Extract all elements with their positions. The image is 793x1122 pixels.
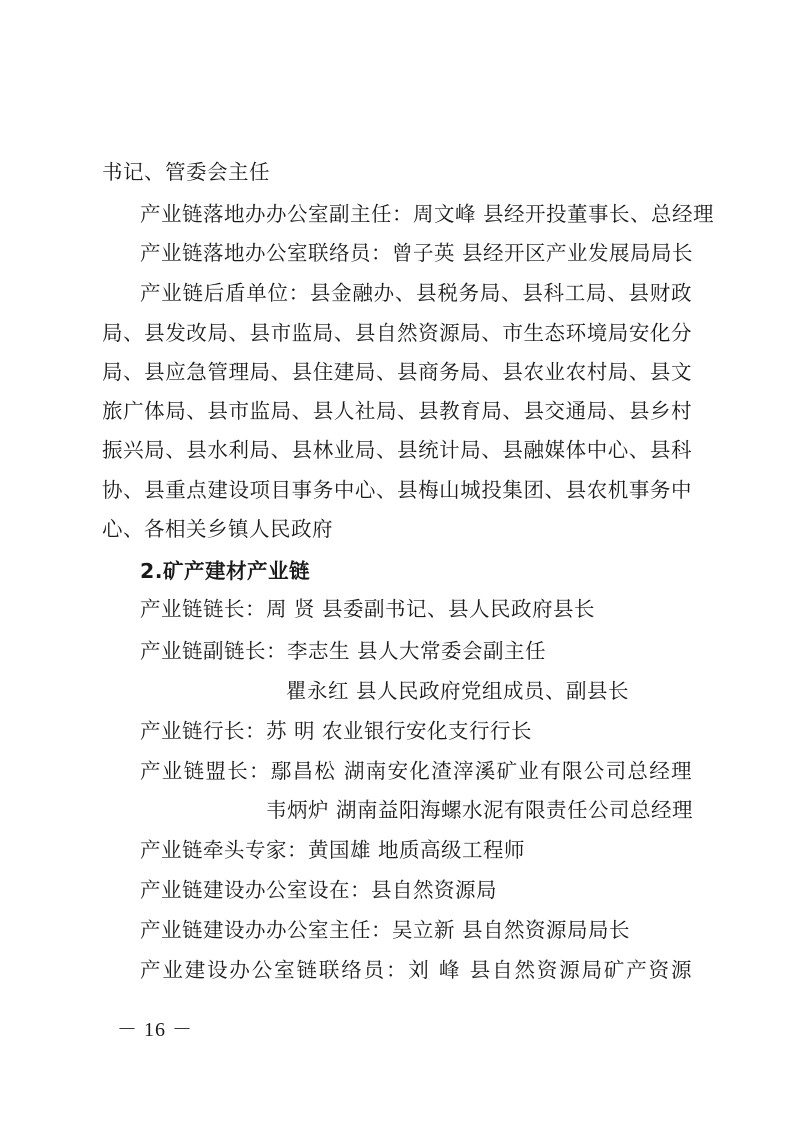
text-line: 产业链后盾单位：县金融办、县税务局、县科工局、县财政: [140, 281, 692, 305]
text-line: 书记、管委会主任: [102, 160, 270, 184]
text-line: 振兴局、县水利局、县林业局、县统计局、县融媒体中心、县科: [102, 438, 692, 462]
text-line: 瞿永红 县人民政府党组成员、副县长: [286, 679, 630, 703]
text-line: 产业链落地办办公室副主任：周文峰 县经开投董事长、总经理: [140, 202, 715, 226]
text-line: 产业链盟长：鄢昌松 湖南安化渣滓溪矿业有限公司总经理: [140, 759, 692, 783]
text-line: 产业建设办公室链联络员：刘 峰 县自然资源局矿产资源: [140, 958, 693, 982]
text-line: 产业链行长：苏 明 农业银行安化支行行长: [140, 719, 533, 743]
text-line: 产业链建设办办公室主任：吴立新 县自然资源局局长: [140, 918, 631, 942]
text-line: 产业链牵头专家：黄国雄 地质高级工程师: [140, 838, 526, 862]
text-line: 韦炳炉 湖南益阳海螺水泥有限责任公司总经理: [266, 798, 694, 822]
text-line: 局、县发改局、县市监局、县自然资源局、市生态环境局安化分: [102, 321, 692, 345]
text-line: 产业链链长：周 贤 县委副书记、县人民政府县长: [140, 597, 596, 621]
text-line: 协、县重点建设项目事务中心、县梅山城投集团、县农机事务中: [102, 478, 692, 502]
section-heading: 2.矿产建材产业链: [140, 559, 311, 583]
text-line: 心、各相关乡镇人民政府: [102, 517, 333, 541]
text-line: 产业链副链长：李志生 县人大常委会副主任: [140, 639, 547, 663]
text-line: 旅广体局、县市监局、县人社局、县教育局、县交通局、县乡村: [102, 399, 692, 423]
text-line: 产业链建设办公室设在：县自然资源局: [140, 878, 497, 902]
page-number: － 16 －: [117, 1019, 193, 1041]
text-line: 产业链落地办公室联络员：曾子英 县经开区产业发展局局长: [140, 241, 694, 265]
text-line: 局、县应急管理局、县住建局、县商务局、县农业农村局、县文: [102, 360, 692, 384]
